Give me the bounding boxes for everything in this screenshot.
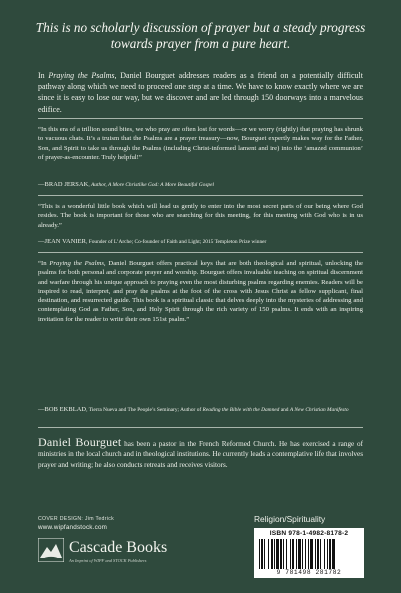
barcode-bar <box>286 539 287 569</box>
barcode-bar <box>261 539 263 569</box>
barcode-bar <box>324 539 325 569</box>
endorsement-attribution-vanier <box>38 238 363 246</box>
barcode-bar <box>274 539 275 569</box>
barcode-panel <box>254 528 364 578</box>
intro-text-after: , Daniel Bourguet addresses readers as a friend on a potentially difficult pathway along which we need to proceed one step at a time. We have to know exactly where we are since it is easy to lose our way, but we discover and are led through 150 doorways into a marvelous edifice. <box>38 71 363 114</box>
barcode-bar <box>327 539 328 569</box>
endorser-name: —JEAN VANIER <box>38 238 87 245</box>
divider-rule <box>38 195 363 196</box>
barcode-bar <box>283 539 284 569</box>
endorser-affiliation-tail: and <box>279 407 290 413</box>
barcode-bar <box>298 539 301 569</box>
endorsement-quote-vanier: “This is a wonderful little book which will lead us gently to enter into the most secret parts of our being where God resides. The book is important for those who are searching for this meeting, for this meeting with God who is in us already.” <box>38 203 363 229</box>
endorser-name: —BRAD JERSAK <box>38 181 89 188</box>
endorsement-quote-ekblad <box>38 259 363 324</box>
author-bio-text: has been a pastor in the French Reformed Church. He has exercised a range of ministries in the local church and in theological institutions. He currently leads a contemplative life that involves prayer and writing; he also conducts retreats and receives visitors. <box>38 440 363 469</box>
barcode-bar <box>305 539 306 569</box>
barcode-bar <box>271 539 273 569</box>
barcode-bar <box>302 539 303 569</box>
barcode-bar <box>310 539 313 569</box>
cascade-books-logo-icon <box>38 538 64 562</box>
endorsement-attribution-ekblad <box>38 406 363 414</box>
barcode-bar <box>280 539 282 569</box>
barcode-icon <box>258 539 360 569</box>
publisher-website[interactable]: www.wipfandstock.com <box>38 524 108 531</box>
endorser-affiliation: , Founder of L’Arche; Co-founder of Faith and Light; 2015 Templeton Prize winner <box>86 239 267 245</box>
barcode-bar <box>276 539 279 569</box>
author-name: Daniel Bourguet <box>38 435 122 449</box>
publisher-subtitle: An Imprint of WIPF and STOCK Publishers <box>69 558 147 563</box>
category-label: Religion/Spirituality <box>254 514 326 524</box>
barcode-bar <box>259 539 260 569</box>
endorser-works-2: A New Christian Manifesto <box>289 407 349 413</box>
endorser-works: A More Christlike God: A More Beautiful Gospel <box>107 182 215 188</box>
divider-rule <box>38 252 363 253</box>
publisher-logo-block <box>38 537 188 573</box>
endorser-name: —BOB EKBLAD <box>38 406 87 413</box>
barcode-bar <box>320 539 321 569</box>
endorsement-attribution-jersak <box>38 181 363 189</box>
barcode-bar <box>315 539 316 569</box>
tagline: This is no scholarly discussion of prayer but a steady progress towards prayer from a pure heart. <box>35 20 366 51</box>
isbn-label: ISBN 978-1-4982-8178-2 <box>269 530 349 537</box>
publisher-name: Cascade Books <box>69 539 168 556</box>
intro-book-title: Praying the Psalms <box>48 71 115 80</box>
intro-text-before: In <box>38 71 49 80</box>
barcode-bar <box>290 539 291 569</box>
author-bio <box>38 437 363 470</box>
quote-open: “In <box>38 260 50 267</box>
barcode-bar <box>317 539 319 569</box>
barcode-bar <box>332 539 335 569</box>
barcode-bar <box>292 539 294 569</box>
quote-book-title: Praying the Psalms <box>49 260 104 267</box>
divider-rule <box>38 118 363 119</box>
divider-rule <box>38 427 363 428</box>
endorser-affiliation: , Tierra Nueva and The People’s Seminary; Author of <box>86 407 203 413</box>
barcode-bar <box>329 539 331 569</box>
endorser-affiliation: , Author, <box>88 182 108 188</box>
barcode-bar <box>268 539 269 569</box>
barcode-bar <box>308 539 309 569</box>
barcode-number: 9 781498 281782 <box>276 569 342 576</box>
barcode-bar <box>264 539 265 569</box>
cover-design-credit: COVER DESIGN: Jim Tedrick <box>38 516 115 522</box>
quote-body: , Daniel Bourguet offers practical keys that are both theological and spiritual, unlocking the psalms for both personal and corporate prayer and worship. Bourguet offers invaluable teaching on spiritual discernment and warfare through his unique approach to praying even the most disturbing psalms regarding enemies. Readers will be inspired to read, interpret, and pray the psalms at the foot of the cross with Jesus Christ as fellow supplicant, final destination, and resurrected guide. This book is a spiritual classic that delves deeply into the mysteries of addressing and contemplating God as Father, Son, and Holy Spirit through the rich variety of 150 psalms. It ends with an inspiring invitation for the reader to write their own 151st psalm.” <box>38 260 363 323</box>
barcode-bar <box>296 539 297 569</box>
endorsement-quote-jersak: “In this era of a trillion sound bites, we who pray are often lost for words—or we worry (rightly) that praying has shrunk to vacuous chats. It’s a truism that the Psalms are a prayer treasury—now, Bourguet expertly makes way for the Father, Son, and Spirit to take us through the Psalms (including Christ-informed lament and ire) into the ‘amazed communion’ of prayer-as-encounter. Truly helpful!” <box>38 126 363 161</box>
endorser-works: Reading the Bible with the Damned <box>202 407 280 413</box>
intro-paragraph <box>38 70 363 115</box>
